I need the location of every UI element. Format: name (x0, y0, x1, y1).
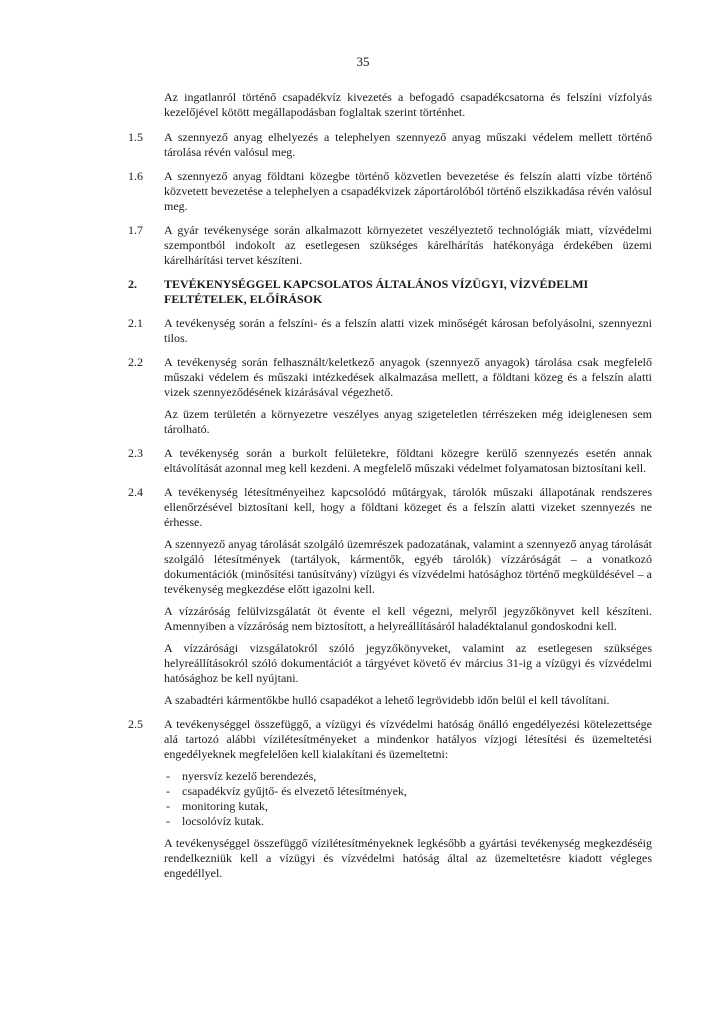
item-number: 2.4 (128, 485, 143, 499)
item-number: 2.2 (128, 355, 143, 369)
item-number: 1.6 (128, 169, 143, 183)
item-text: A szabadtéri kármentőkbe hulló csapadékot a lehető legrövidebb időn belül el kell távolítani. (164, 693, 610, 707)
item-number: 2.3 (128, 446, 143, 460)
item-1-5 (128, 130, 652, 160)
item-2-3 (128, 446, 652, 476)
section-heading (128, 277, 652, 307)
item-text: A tevékenység során felhasznált/keletkező anyagok (szennyező anyagok) tárolása csak megfelelő műszaki védelem és műszaki intézkedések alkalmazása mellett, a földtani közeg és a felszín alatti vizek szennyeződésének kizárásával végezhető. (164, 355, 652, 399)
item-number: 1.5 (128, 130, 143, 144)
page-number: 35 (356, 54, 370, 69)
item-text: A vízzárósági vizsgálatokról szóló jegyzőkönyveket, valamint az esetlegesen szükséges helyreállításokról szóló dokumentációt a tárgyévet követő év március 31-ig a vízügyi és vízvédelmi hatósághoz be kell nyújtani. (164, 641, 652, 685)
item-1-7 (128, 223, 652, 268)
item-number: 2.5 (128, 717, 143, 731)
item-text: Az üzem területén a környezetre veszélyes anyag szigeteletlen térrészeken még ideiglenesen sem tárolható. (164, 407, 652, 436)
item-2-4 (128, 485, 652, 708)
item-text: A szennyező anyag elhelyezés a telephelyen szennyező anyag műszaki védelem mellett történő tárolása révén valósul meg. (164, 130, 652, 159)
item-text: A vízzáróság felülvizsgálatát öt évente el kell végezni, melyről jegyzőkönyvet kell készíteni. Amennyiben a vízzáróság nem biztosított, a helyreállításáról haladéktalanul gondoskodni kell. (164, 604, 652, 633)
list-item: - locsolóvíz kutak. (164, 814, 652, 829)
list-item: - nyersvíz kezelő berendezés, (164, 769, 652, 784)
facility-list (164, 769, 652, 829)
item-text: A tevékenységgel összefüggő vízilétesítményeknek legkésőbb a gyártási tevékenység megkezdéséig rendelkezniük kell a vízügyi és vízvédelmi hatóság által az üzemeltetésre kiadott végleges engedéllyel. (164, 836, 652, 880)
intro-paragraph: Az ingatlanról történő csapadékvíz kivezetés a befogadó csapadékcsatorna és felszíni vízfolyás kezelőjével kötött megállapodásban foglaltak szerint történhet. (164, 90, 652, 119)
item-text: A tevékenység létesítményeihez kapcsolódó műtárgyak, tárolók műszaki állapotának rendszeres ellenőrzésével biztosítani kell, hogy a földtani közeget és a felszín alatti vizeket szennyezés ne érhesse. (164, 485, 652, 529)
item-1-6 (128, 169, 652, 214)
item-2-5 (128, 717, 652, 881)
document-body (128, 78, 652, 890)
item-text: A szennyező anyag földtani közegbe történő közvetlen bevezetése és felszín alatti vízbe történő közvetett bevezetése a telephelyen a csapadékvizek záportárolóból történő elszikkadása révén valósul meg. (164, 169, 652, 213)
item-text: A gyár tevékenysége során alkalmazott környezetet veszélyeztető technológiák miatt, vízvédelmi szempontból indokolt az esetlegesen szükséges kárelhárítás hatékonyága érdekében üzemi kárelhárítási tervet készíteni. (164, 223, 652, 267)
section-title: TEVÉKENYSÉGGEL KAPCSOLATOS ÁLTALÁNOS VÍZÜGYI, VÍZVÉDELMI FELTÉTELEK, ELŐÍRÁSOK (164, 277, 589, 306)
list-item: - csapadékvíz gyűjtő- és elvezető létesítmények, (164, 784, 652, 799)
section-number: 2. (128, 277, 137, 291)
item-2-1 (128, 316, 652, 346)
item-text: A szennyező anyag tárolását szolgáló üzemrészek padozatának, valamint a szennyező anyag tárolását szolgáló létesítmények (tartályok, kármentők, egyéb tárolók) vízzáróságát – a vonatkozó dokumentációk (minősítési tanúsítvány) vízügyi és vízvédelmi hatósághoz történő megküldésével – a tevékenység megkezdése előtt igazolni kell. (164, 537, 652, 596)
item-number: 2.1 (128, 316, 143, 330)
item-text: A tevékenység során a felszíni- és a felszín alatti vizek minőségét károsan befolyásolni, szennyezni tilos. (164, 316, 652, 345)
item-number: 1.7 (128, 223, 143, 237)
item-text: A tevékenység során a burkolt felületekre, földtani közegre kerülő szennyezés esetén annak eltávolítását azonnal meg kell kezdeni. A megfelelő műszaki védelmet folyamatosan biztosítani kell. (164, 446, 652, 475)
item-2-2 (128, 355, 652, 437)
item-text: A tevékenységgel összefüggő, a vízügyi és vízvédelmi hatóság önálló engedélyezési kötelezettsége alá tartozó alábbi vízilétesítményeket a mindenkor hatályos vízjogi létesítési és üzemeltetési engedélyeknek megfelelően kell kialakítani és üzemeltetni: (164, 717, 652, 761)
list-item: - monitoring kutak, (164, 799, 652, 814)
